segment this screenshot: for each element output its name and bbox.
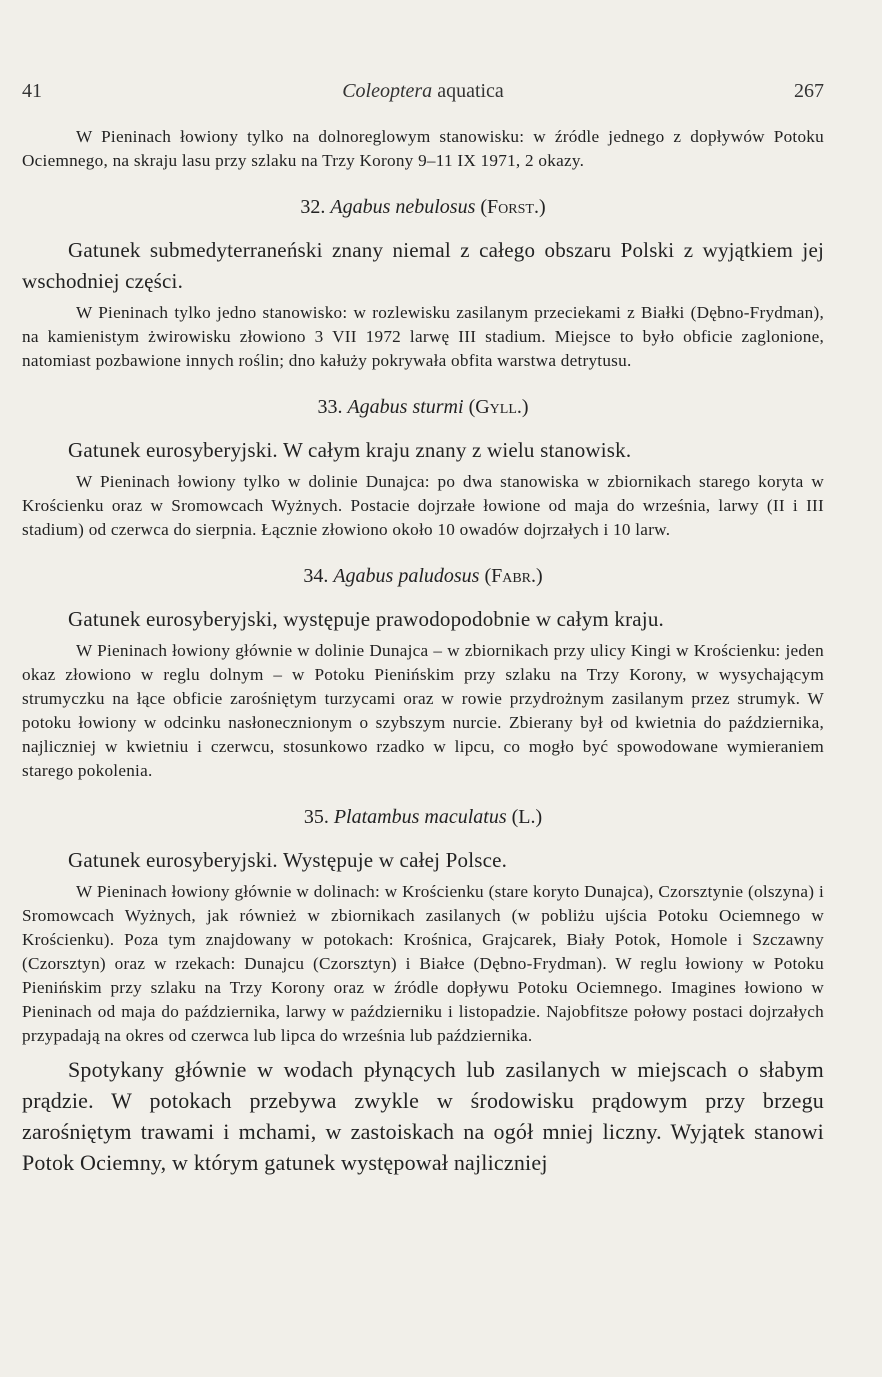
species-body-33: W Pieninach łowiony tylko w dolinie Dunajca: po dwa stanowiska w zbiornikach starego koryta w Krościenku oraz w Sromowcach Wyżnych. Postacie dojrzałe łowione od maja do września, larwy (II i III stadium) od czerwca do sierpnia. Łącznie złowiono około 10 owadów dojrzałych i 10 larw.	[22, 472, 824, 539]
species-heading-35	[22, 803, 824, 831]
species-number: 33.	[317, 396, 343, 418]
species-author: (Forst.)	[480, 196, 546, 218]
running-header	[22, 80, 824, 110]
left-page-number: 41	[22, 80, 42, 102]
species-heading-33	[22, 393, 824, 421]
species-number: 35.	[303, 806, 329, 828]
species-body-35: W Pieninach łowiony głównie w dolinach: w Krościenku (stare koryto Dunajca), Czorsztynie (olszyna) i Sromowcach Wyżnych, jak również w zbiornikach zasilanych (w pobliżu ujścia Potoku Ociemnego w Krościenku). Poza tym znajdowany w potokach: Krośnica, Grajcarek, Biały Potok, Homole i Szczawny (Czorsztyn) oraz w rzekach: Dunajcu (Czorsztyn) i Białce (Dębno-Frydman). W reglu łowiony w Potoku Pienińskim przy szlaku na Trzy Korony oraz w źródle dopływu Potoku Ociemnego. Imagines łowiono w Pieninach od maja do października, larwy w październiku i listopadzie. Najobfitsze połowy postaci dojrzałych przypadają na okres od czerwca lub lipca do września lub października.	[22, 882, 824, 1045]
paragraph-intro: W Pieninach łowiony tylko na dolnoreglowym stanowisku: w źródle jednego z dopływów Potoku Ociemnego, na skraju lasu przy szlaku na Trzy Korony 9–11 IX 1971, 2 okazy.	[22, 127, 824, 170]
species-name: Platambus maculatus	[333, 806, 507, 828]
species-final-paragraph-35: Spotykany głównie w wodach płynących lub zasilanych w miejscach o słabym prądzie. W potokach przebywa zwykle w środowisku prądowym przy brzegu zarośniętym trawami i mchami, w zastoiskach na ogół mniej liczny. Wyjątek stanowi Potok Ociemny, w którym gatunek występował najliczniej	[22, 1057, 824, 1175]
species-name: Agabus sturmi	[347, 396, 464, 418]
species-body-32: W Pieninach tylko jedno stanowisko: w rozlewisku zasilanym przeciekami z Białki (Dębno-Frydman), na kamienistym żwirowisku złowiono 3 VII 1972 larwę III stadium. Miejsce to było obficie zaglonione, natomiast pozbawione innych roślin; dno kałuży pokrywała obfita warstwa detrytusu.	[22, 303, 824, 370]
species-summary-33: Gatunek eurosyberyjski. W całym kraju znany z wielu stanowisk.	[68, 438, 632, 462]
species-heading-32	[22, 193, 824, 221]
article-body	[22, 125, 824, 1178]
species-author: (Gyll.)	[468, 396, 529, 418]
species-summary-32: Gatunek submedyterraneński znany niemal z całego obszaru Polski z wyjątkiem jej wschodniej części.	[22, 238, 824, 293]
species-name: Agabus nebulosus	[330, 196, 476, 218]
species-author: (Fabr.)	[484, 565, 543, 587]
species-body-34: W Pieninach łowiony głównie w dolinie Dunajca – w zbiornikach przy ulicy Kingi w Krościenku: jeden okaz złowiono w reglu dolnym – w Potoku Pienińskim przy szlaku na Trzy Korony, w wysychającym strumyczku na łące obficie zarośniętym turzycami oraz w rowie przydrożnym zasilanym przez strumyk. W potoku łowiony w odcinku nasłonecznionym o szybszym nurcie. Zbierany był od kwietnia do października, najliczniej w kwietniu i czerwcu, stosunkowo rzadko w lipcu, co mogło być spowodowane wymieraniem starego pokolenia.	[22, 641, 824, 780]
species-number: 34.	[303, 565, 329, 587]
running-title	[22, 80, 824, 103]
species-summary-34: Gatunek eurosyberyjski, występuje prawodopodobnie w całym kraju.	[68, 607, 664, 631]
species-author: (L.)	[511, 806, 543, 828]
species-heading-34	[22, 562, 824, 590]
running-title-italic: Coleoptera	[342, 80, 433, 102]
species-summary-35: Gatunek eurosyberyjski. Występuje w całej Polsce.	[68, 848, 508, 872]
running-title-rest: aquatica	[432, 80, 504, 102]
page-number: 267	[794, 80, 824, 102]
species-name: Agabus paludosus	[333, 565, 480, 587]
species-number: 32.	[300, 196, 326, 218]
